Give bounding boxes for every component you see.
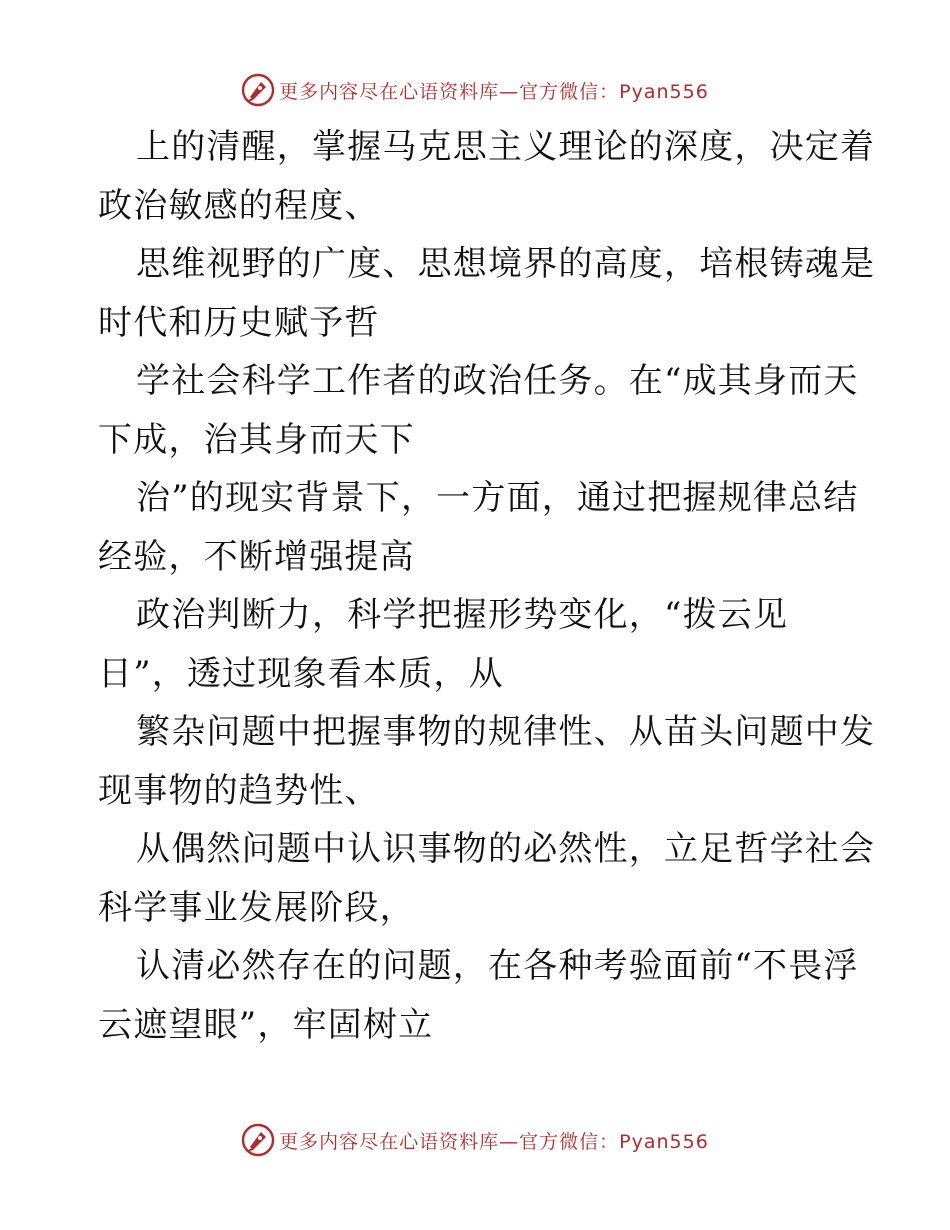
footer-banner-text: 更多内容尽在心语资料库—官方微信：Pyan556	[279, 1130, 709, 1153]
pen-nib-logo-icon	[241, 73, 275, 107]
body-line: 从偶然问题中认识事物的必然性，立足哲学社会	[136, 829, 876, 869]
body-line: 学社会科学工作者的政治任务。在“成其身而天	[136, 361, 859, 401]
footer-banner	[0, 1120, 950, 1160]
body-line: 经验，不断增强提高	[98, 536, 415, 577]
header-banner-text: 更多内容尽在心语资料库—官方微信：Pyan556	[279, 80, 709, 103]
body-line: 上的清醒，掌握马克思主义理论的深度，决定着	[136, 127, 876, 167]
body-line: 现事物的趋势性、	[98, 770, 380, 811]
body-line: 下成，治其身而天下	[98, 419, 415, 460]
body-line: 繁杂问题中把握事物的规律性、从苗头问题中发	[136, 712, 876, 752]
header-banner	[0, 70, 950, 110]
document-body	[98, 118, 876, 1054]
body-line: 治”的现实背景下，一方面，通过把握规律总结	[136, 478, 859, 518]
body-line: 时代和历史赋予哲	[98, 302, 380, 343]
body-line: 政治敏感的程度、	[98, 185, 380, 226]
body-line: 认清必然存在的问题，在各种考验面前“不畏浮	[136, 946, 859, 986]
body-line: 思维视野的广度、思想境界的高度，培根铸魂是	[136, 244, 876, 284]
pen-nib-logo-icon	[241, 1123, 275, 1157]
body-line: 日”，透过现象看本质，从	[98, 653, 504, 694]
body-line: 科学事业发展阶段，	[98, 887, 415, 928]
body-line: 云遮望眼”，牢固树立	[98, 1004, 434, 1045]
body-line: 政治判断力，科学把握形势变化，“拨云见	[136, 595, 789, 635]
